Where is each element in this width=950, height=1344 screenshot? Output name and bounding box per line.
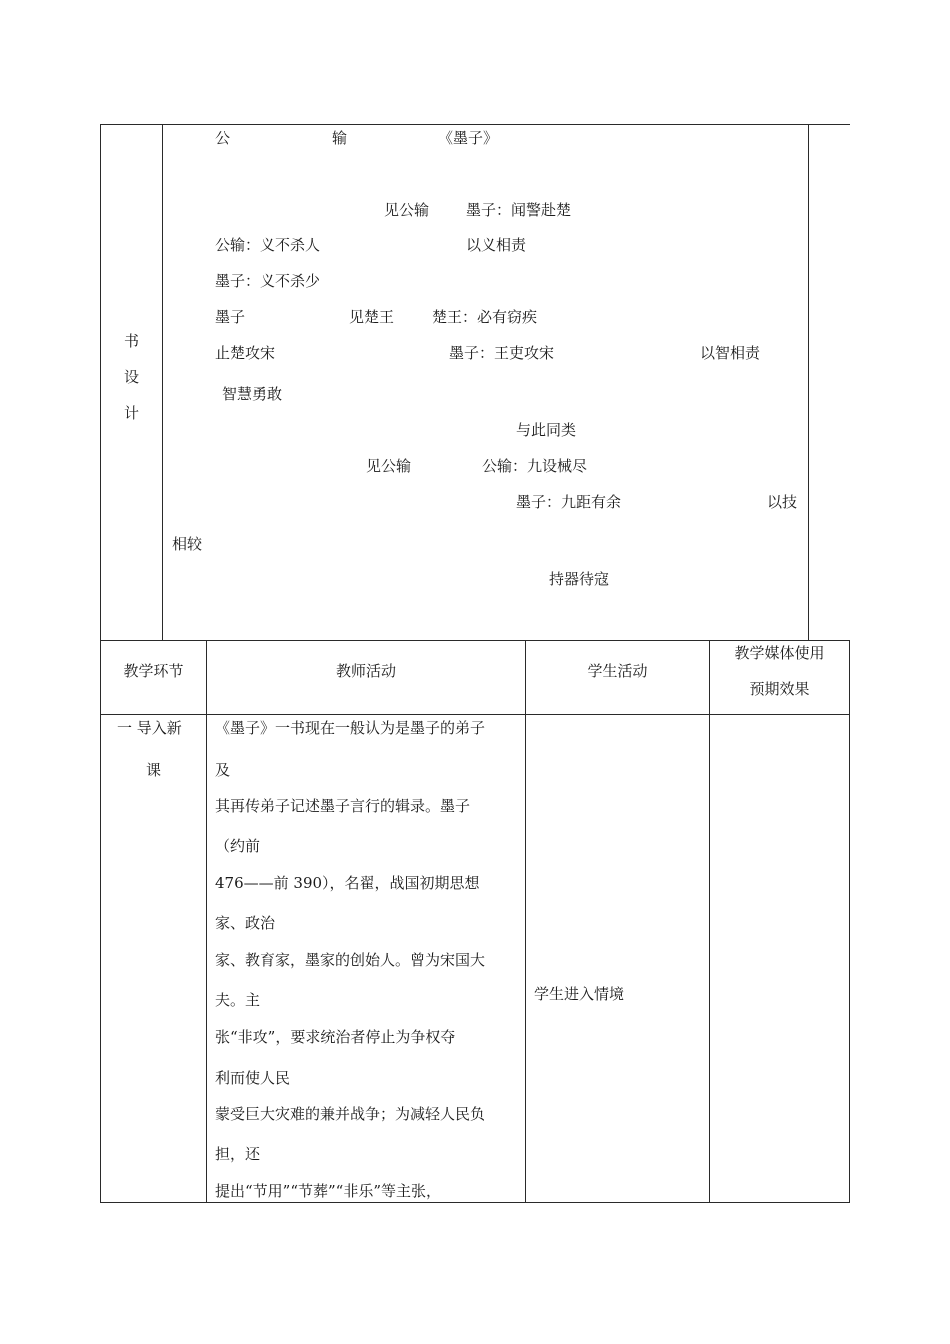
board-side-label-3: 计 [124, 404, 140, 422]
board-text: 《墨子》 [438, 129, 499, 147]
board-text: 相较 [172, 535, 203, 553]
teacher-line: 家、政治 [215, 914, 276, 932]
teacher-line: 夫。主 [215, 991, 261, 1009]
board-text: 见楚王 [349, 308, 395, 326]
media-cell [710, 715, 849, 1202]
board-side-label-1: 书 [124, 332, 140, 350]
board-text: 公输：义不杀人 [215, 236, 321, 254]
board-top-border [100, 124, 850, 125]
header-student: 学生活动 [587, 662, 648, 680]
board-text: 墨子：义不杀少 [215, 272, 321, 290]
board-text: 以技 [767, 493, 798, 511]
teacher-line: 利而使人民 [215, 1069, 291, 1087]
board-text: 墨子：王吏攻宋 [449, 344, 555, 362]
board-text: 墨子 [215, 308, 246, 326]
board-text: 持器待寇 [549, 570, 610, 588]
header-teacher: 教师活动 [335, 662, 396, 680]
board-right-border [808, 124, 809, 641]
board-text: 以义相责 [466, 236, 527, 254]
board-left-border [100, 124, 101, 641]
board-text: 智慧勇敢 [222, 385, 283, 403]
board-text: 见公输 [366, 457, 412, 475]
board-side-label-2: 设 [124, 368, 140, 386]
board-text: 墨子：九距有余 [516, 493, 622, 511]
teacher-line: （约前 [215, 837, 261, 855]
teacher-line: 其再传弟子记述墨子言行的辑录。墨子 [215, 797, 471, 815]
table-col-divider-1 [206, 640, 207, 1203]
table-bottom-border [100, 1202, 850, 1203]
table-top-border [100, 640, 850, 641]
teacher-line: 《墨子》一书现在一般认为是墨子的弟子 [215, 719, 486, 737]
student-activity: 学生进入情境 [534, 985, 625, 1003]
board-text: 见公输 [384, 201, 430, 219]
teacher-line: 家、教育家，墨家的创始人。曾为宋国大 [215, 951, 486, 969]
teacher-line: 提出“节用”“节葬”“非乐”等主张， [215, 1182, 442, 1200]
board-text: 墨子：闻警赴楚 [466, 201, 572, 219]
teacher-line: 担，还 [215, 1145, 261, 1163]
teacher-line: 蒙受巨大灾难的兼并战争；为减轻人民负 [215, 1105, 486, 1123]
board-text: 输 [332, 129, 348, 147]
header-media-line-1: 教学媒体使用 [734, 644, 825, 662]
table-left-border [100, 640, 101, 1203]
board-text: 止楚攻宋 [215, 344, 276, 362]
teacher-line: 张“非攻”，要求统治者停止为争权夺 [215, 1028, 456, 1046]
header-stage: 教学环节 [123, 662, 184, 680]
stage-line-2: 课 [146, 761, 162, 779]
board-text: 以智相责 [700, 344, 761, 362]
table-right-border [849, 640, 850, 1203]
board-text: 公 [215, 129, 231, 147]
header-media-line-2: 预期效果 [749, 680, 810, 698]
board-text: 与此同类 [516, 421, 577, 439]
board-text: 公输：九设械尽 [482, 457, 588, 475]
teacher-line: 及 [215, 761, 231, 779]
stage-line-1: 一 导入新 [117, 719, 182, 737]
board-text: 楚王：必有窃疾 [432, 308, 538, 326]
teacher-line: 476——前 390），名翟，战国初期思想 [215, 874, 480, 892]
table-col-divider-2 [525, 640, 526, 1203]
board-label-divider [162, 124, 163, 641]
